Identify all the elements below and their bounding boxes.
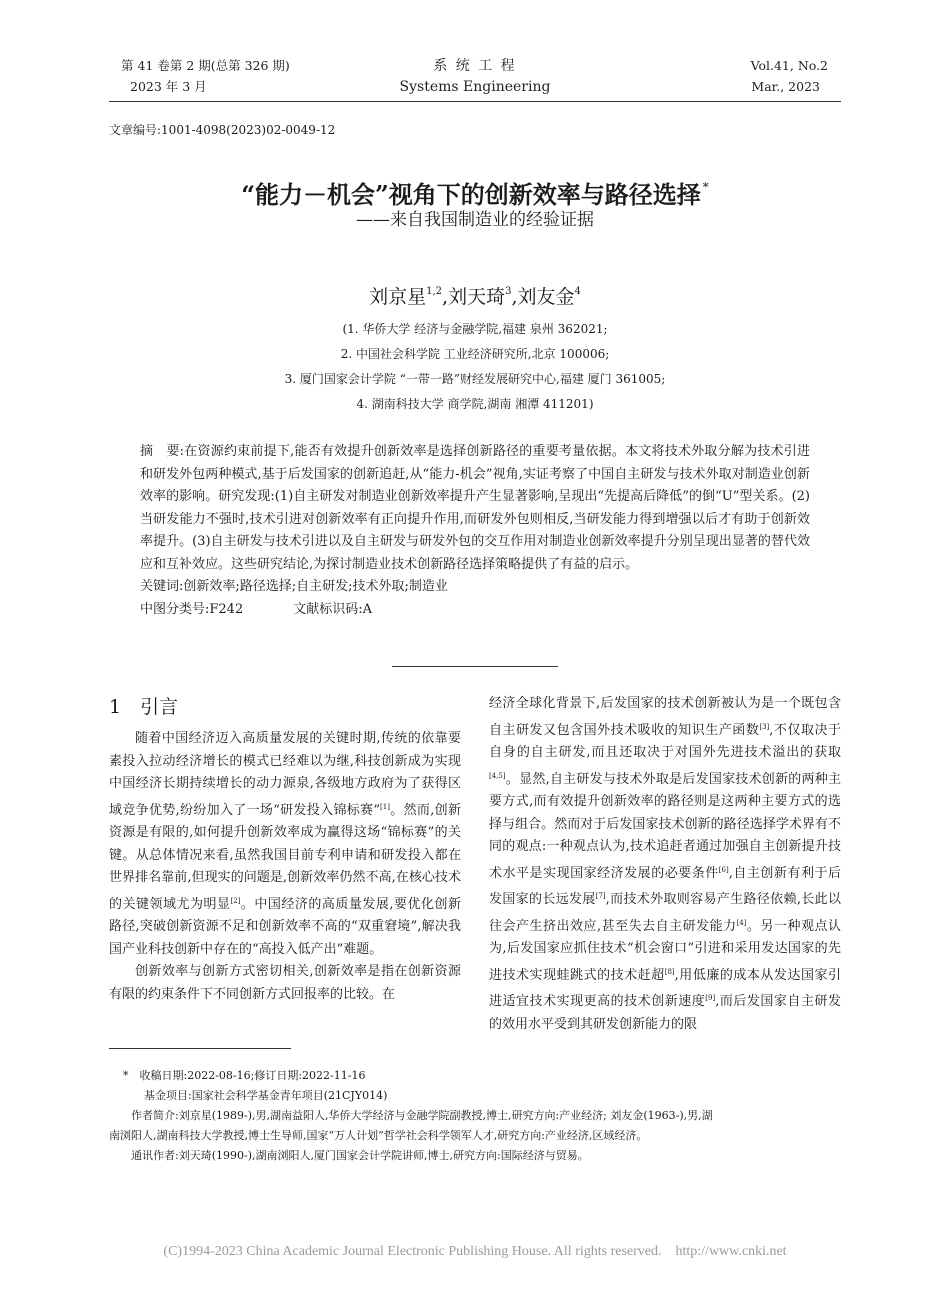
author-name: 刘京星 [369, 286, 427, 308]
page-subtitle: ——来自我国制造业的经验证据 [356, 210, 594, 230]
article-id: 文章编号:1001-4098(2023)02-0049-12 [109, 123, 336, 137]
footnote-bio-cont: 南浏阳人,湖南科技大学教授,博士生导师,国家“万人计划”哲学社会科学领军人才,研究方向:产业经济,区域经济。 [109, 1129, 648, 1142]
right-column [489, 693, 841, 1036]
citation-ref: [4,5] [489, 771, 506, 780]
affiliation: (1. 华侨大学 经济与金融学院,福建 泉州 362021; [342, 322, 608, 336]
author-separator: , [511, 286, 518, 308]
clc-value: F242 [209, 601, 244, 617]
header-date-cn: 2023 年 3 月 [130, 79, 207, 94]
abstract-block [140, 441, 810, 621]
footnotes [109, 1066, 841, 1166]
paragraph-text: 。然而,创新资源是有限的,如何提升创新效率成为赢得这场“锦标赛”的关键。从总体情况来看,虽然我国目前专利申请和研发投入都在世界排名靠前,但现实的问题是,创新效率仍然不高,在核心技术的关键领域尤为明显 [109, 802, 461, 912]
affiliation: 3. 厦门国家会计学院 “一带一路”财经发展研究中心,福建 厦门 361005; [284, 372, 666, 386]
keywords-text: 创新效率;路径选择;自主研发;技术外取;制造业 [183, 579, 448, 594]
citation-ref: [2] [230, 896, 241, 905]
clc-label: 中图分类号: [140, 601, 210, 617]
abstract-divider [392, 666, 558, 667]
paragraph-text: ,不仅取决于自身的自主研发,而且还取决于对国外先进技术溢出的获取 [489, 722, 841, 760]
citation-ref: [4] [736, 918, 747, 927]
section-heading: 1 引言 [109, 696, 179, 718]
header-issue-cn: 第 41 卷第 2 期(总第 326 期) [121, 58, 290, 73]
paragraph-text: 。中国经济的高质量发展,要优化创新路径,突破创新资源不足和创新效率不高的“双重窘境”,解决我国产业科技创新中存在的“高投入低产出”难题。 [109, 896, 461, 957]
author-affil-sup: 3 [505, 286, 512, 297]
page-title [0, 171, 950, 211]
footnote-fund: 基金项目:国家社会科学基金青年项目(21CJY014) [144, 1089, 388, 1102]
title-main: “能力－机会”视角下的创新效率与路径选择 [241, 180, 701, 209]
citation-ref: [7] [595, 892, 606, 900]
author-affil-sup: 1,2 [426, 286, 443, 297]
classification [140, 599, 810, 622]
header-date-en: Mar., 2023 [751, 79, 820, 94]
footnote-rule [109, 1048, 291, 1049]
author-name: 刘天琦 [448, 286, 506, 308]
paragraph-text: ,自主创新有利于后发国家的长远发展 [489, 865, 841, 907]
author-list [0, 279, 950, 310]
paragraph-text: 经济全球化背景下,后发国家的技术创新被认为是一个既包含自主研发又包含国外技术吸收的知识生产函数 [489, 696, 841, 738]
paragraph [489, 693, 841, 1036]
footnote-received: * 收稿日期:2022-08-16;修订日期:2022-11-16 [123, 1069, 366, 1082]
citation-ref: [1] [380, 802, 390, 811]
paragraph-text: 创新效率与创新方式密切相关,创新效率是指在创新资源有限的约束条件下不同创新方式回报率的比较。在 [109, 964, 461, 1002]
affiliation: 4. 湖南科技大学 商学院,湖南 湘潭 411201) [356, 397, 594, 411]
author-affil-sup: 4 [574, 286, 581, 297]
header-volume-en: Vol.41, No.2 [750, 58, 828, 73]
keywords-label: 关键词: [140, 579, 184, 594]
author-name: 刘友金 [517, 286, 575, 308]
paragraph-text: ,用低廉的成本从发达国家引进适宜技术实现更高的技术创新速度 [489, 967, 841, 1009]
paragraph [109, 961, 461, 1006]
affiliation: 2. 中国社会科学院 工业经济研究所,北京 100006; [340, 347, 610, 361]
doc-code-value: A [362, 601, 373, 617]
paragraph-text: 随着中国经济迈入高质量发展的关键时期,传统的依靠要素投入拉动经济增长的模式已经难以为继,科技创新成为实现中国经济长期持续增长的动力源泉,各级地方政府为了获得区域竞争优势,纷纷加入了一场“研发投入锦标赛” [109, 731, 461, 818]
citation-ref: [6] [718, 865, 729, 874]
paragraph-text: ,而技术外取则容易产生路径依赖,长此以往会产生挤出效应,甚至失去自主研发能力 [489, 892, 841, 934]
copyright-notice: (C)1994-2023 China Academic Journal Electronic Publishing House. All rights reserved. http://www.cnki.net [163, 1244, 787, 1259]
footnote-bio: 作者简介:刘京星(1989-),男,湖南益阳人,华侨大学经济与金融学院副教授,博士,研究方向:产业经济; 刘友金(1963-),男,湖 [131, 1109, 713, 1122]
abstract-text: 在资源约束前提下,能否有效提升创新效率是选择创新路径的重要考量依据。本文将技术外取分解为技术引进和研发外包两种模式,基于后发国家的创新追赶,从“能力-机会”视角,实证考察了中国自主研发与技术外取对制造业创新效率的影响。研究发现:(1)自主研发对制造业创新效率提升产生显著影响,呈现出“先提高后降低”的倒“U”型关系。(2)当研发能力不强时,技术引进对创新效率有正向提升作用,而研发外包则相反,当研发能力得到增强以后才有助于创新效率提升。(3)自主研发与技术引进以及自主研发与研发外包的交互作用对制造业创新效率提升分别呈现出显著的替代效应和互补效应。这些研究结论,为探讨制造业技术创新路径选择策略提供了有益的启示。 [140, 444, 810, 572]
citation-ref: [3] [759, 722, 770, 731]
footnote-corresponding: 通讯作者:刘天琦(1990-),湖南浏阳人,厦门国家会计学院讲师,博士,研究方向:国际经济与贸易。 [131, 1149, 589, 1162]
abstract-label: 摘 要: [140, 444, 185, 459]
citation-ref: [8] [664, 967, 675, 976]
abstract [140, 441, 810, 576]
header-journal-cn: 系 统 工 程 [433, 58, 517, 74]
left-column [109, 694, 461, 1006]
keywords [140, 576, 810, 599]
paragraph-text: 。另一种观点认为,后发国家应抓住技术“机会窗口”引进和采用发达国家的先进技术实现蛙跳式的技术赶超 [489, 918, 841, 983]
citation-ref: [9] [705, 994, 716, 1002]
paragraph [109, 728, 461, 961]
title-mark: * [702, 180, 709, 194]
author-separator: , [442, 286, 449, 308]
header-rule [109, 101, 841, 102]
header-journal-en: Systems Engineering [399, 79, 551, 95]
doc-code-label: 文献标识码: [293, 601, 363, 617]
paragraph-text: 。显然,自主研发与技术外取是后发国家技术创新的两种主要方式,而有效提升创新效率的路径则是这两种主要方式的选择与组合。然而对于后发国家技术创新的路径选择学术界有不同的观点:一种观点认为,技术追赶者通过加强自主创新提升技术水平是实现国家经济发展的必要条件 [489, 771, 841, 881]
paragraph-text: ,而后发国家自主研发的效用水平受到其研发创新能力的限 [489, 994, 841, 1032]
